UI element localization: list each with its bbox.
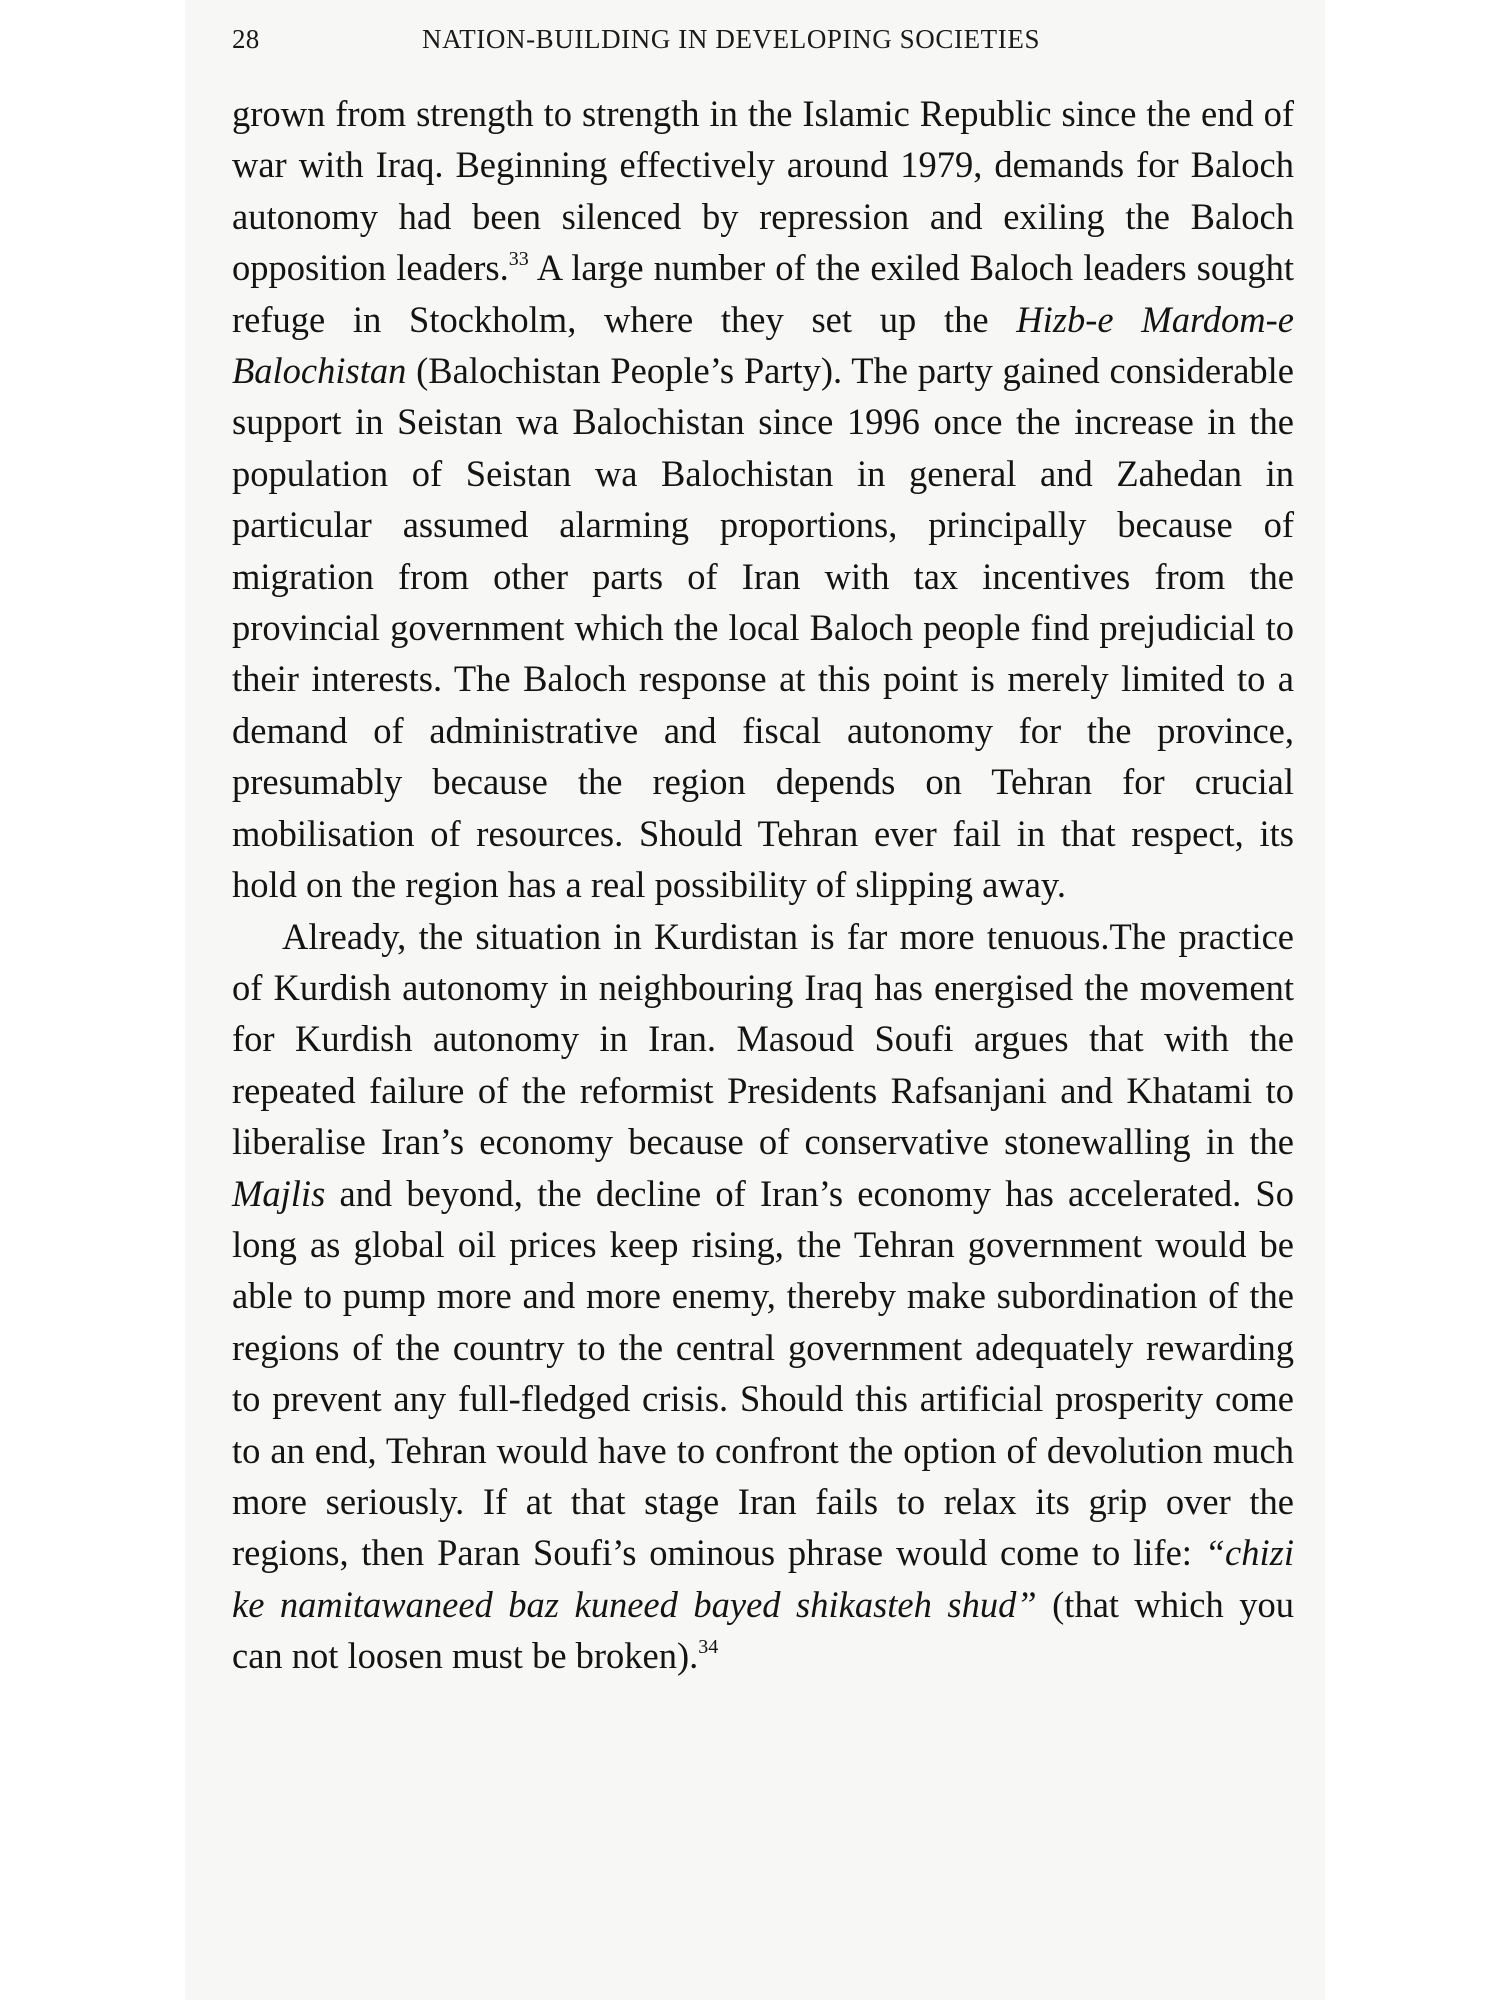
body-text <box>232 88 1294 1682</box>
running-title: NATION-BUILDING IN DEVELOPING SOCIETIES <box>422 24 1041 54</box>
paragraph-text: Already, the situation in Kurdistan is far more tenuous.The practice of Kurdish autonomy in neighbouring Iraq has energised the movement for Kurdish autonomy in Iran. Masoud Soufi argues that with the repeated failure of the reformist Presidents Rafsanjani and Khatami to liberalise Iran’s economy because of conservative stonewalling in the <box>232 915 1294 1163</box>
page-header <box>232 24 1292 66</box>
footnote-marker-33: 33 <box>508 248 529 271</box>
footnote-marker-34: 34 <box>698 1636 719 1659</box>
persian-quote-italic: “chizi ke namitawaneed baz kuneed bayed shikasteh shud” <box>232 1532 1294 1625</box>
paragraph-text: grown from strength to strength in the Islamic Republic since the end of war with Iraq. Beginning effectively around 1979, demands for Baloch autonomy had been silenced by repression and exiling the Baloch opposition leaders. <box>232 93 1294 289</box>
paragraph-text: (Balochistan People’s Party). The party gained considerable support in Seistan wa Balochistan since 1996 once the increase in the population of Seistan wa Balochistan in general and Zahedan in particular assumed alarming proportions, principally because of migration from other parts of Iran with tax incentives from the provincial government which the local Baloch people find prejudicial to their interests. The Baloch response at this point is merely limited to a demand of administrative and fiscal autonomy for the province, presumably because the region depends on Tehran for crucial mobilisation of resources. Should Tehran ever fail in that respect, its hold on the region has a real possibility of slipping away. <box>232 350 1294 906</box>
paragraph-text: (that which you can not loosen must be broken). <box>232 1583 1294 1677</box>
majlis-italic: Majlis <box>232 1172 326 1214</box>
paragraph-baloch <box>232 88 1294 911</box>
page-number: 28 <box>232 24 260 54</box>
paragraph-text: and beyond, the decline of Iran’s economy has accelerated. So long as global oil prices keep rising, the Tehran government would be able to pump more and more enemy, thereby make subordination of the regions of the country to the central government adequately rewarding to prevent any full-fledged crisis. Should this artificial prosperity come to an end, Tehran would have to confront the option of devolution much more seriously. If at that stage Iran fails to relax its grip over the regions, then Paran Soufi’s ominous phrase would come to life: <box>232 1172 1294 1574</box>
paragraph-kurdistan <box>232 911 1294 1682</box>
paragraph-text: A large number of the exiled Baloch leaders sought refuge in Stockholm, where they set up the <box>232 247 1294 340</box>
party-name-italic: Hizb-e Mardom-e Balochistan <box>232 298 1295 392</box>
